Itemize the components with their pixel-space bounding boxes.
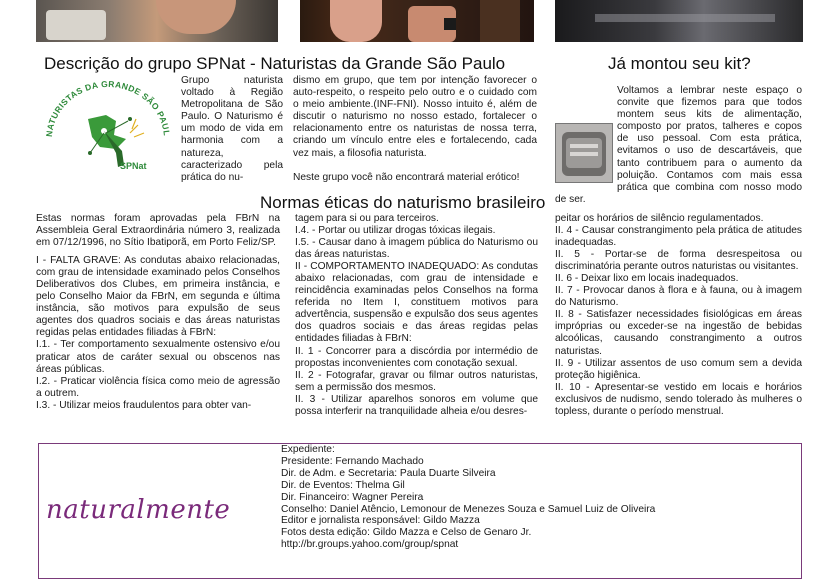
group-link[interactable]: http://br.groups.yahoo.com/group/spnat: [281, 539, 459, 551]
expediente-line: Dir. de Adm. e Secretaria: Paula Duarte Silveira: [281, 467, 496, 479]
spnat-logo-graphic: [38, 77, 178, 177]
expediente-line: Presidente: Fernando Machado: [281, 455, 424, 467]
normas-col2-p6: II. 2 - Fotografar, gravar ou filmar outros naturistas, sem a permissão dos mesmos.: [295, 369, 538, 393]
spnat-col2-text-a: dismo em grupo, que tem por intenção favorecer o auto-respeito, o respeito pelo outro e o cuidado com o meio ambiente.(INF-FNI). Nosso intuito é, além de discutir o naturismo no nosso estado, fortalecer o relacionamento entre os naturistas de nossa terra, criando um vínculo entre eles e fortalecendo, cada vez mais, a filosofia naturista.: [293, 75, 537, 159]
photo-right: [555, 0, 803, 42]
expediente-line: Conselho: Daniel Atêncio, Lemonour de Menezes Souza e Samuel Luiz de Oliveira: [281, 503, 656, 515]
naturalmente-logo: naturalmente: [46, 495, 231, 525]
normas-col2-p3: I.5. - Causar dano à imagem pública do Naturismo ou das áreas naturistas.: [295, 237, 538, 261]
normas-col3-p3: II. 5 - Portar-se de forma desrespeitosa ou discriminatória perante outros naturistas ou visitantes.: [555, 249, 802, 273]
spnat-col1-text: Grupo naturista voltado à Região Metropolitana de São Paulo. O Naturismo é um modo de vida em harmonia com a natureza, caracterizado pela prática do nu-: [181, 75, 283, 183]
expediente-line: Fotos desta edição: Gildo Mazza e Celso de Genaro Jr.: [281, 527, 532, 539]
normas-heading: Normas éticas do naturismo brasileiro: [260, 193, 546, 212]
kit-heading: Já montou seu kit?: [608, 54, 751, 73]
normas-col1-p2: I - FALTA GRAVE: As condutas abaixo relacionadas, com grau de intensidade examinado pelos Conselhos Deliberativos dos Clubes, em primeira instância, e pelo Conselho Maior da FBrN, em segunda e última instância, são motivos para expulsão de seus agentes dos quadros sociais e das áreas naturistas regidas pelas entidades filiadas à FBrN:: [36, 255, 280, 339]
normas-col2-p7: II. 3 - Utilizar aparelhos sonoros em volume que possa interferir na tranquilidade alheia e/ou desres-: [295, 393, 538, 417]
normas-col3-p5: II. 7 - Provocar danos à flora e à fauna, ou à imagem do Naturismo.: [555, 285, 802, 309]
spnat-col2: [293, 75, 537, 184]
normas-col1-p4: I.2. - Praticar violência física como meio de agressão a outrem.: [36, 375, 280, 399]
normas-col3-p6: II. 8 - Satisfazer necessidades fisiológicas em áreas impróprias ou exceder-se na ingestão de bebidas alcoólicas, causando constrangimento a outros naturistas.: [555, 309, 802, 357]
normas-col3-p1: peitar os horários de silêncio regulamentados.: [555, 213, 764, 224]
expediente-text: [281, 444, 655, 551]
kit-photo-wrap-spacer: [555, 122, 615, 184]
normas-col1: [36, 213, 280, 412]
expediente-line: Expediente:: [281, 444, 335, 455]
spnat-logo-name: SPNat: [120, 161, 147, 171]
normas-col3: [555, 213, 802, 418]
spnat-logo: [38, 77, 178, 177]
normas-col2-p5: II. 1 - Concorrer para a discórdia por intermédio de propostas inconvenientes com conotação sexual.: [295, 345, 538, 369]
normas-col3-p4: II. 6 - Deixar lixo em locais inadequados.: [555, 273, 739, 285]
normas-col3-p8: II. 10 - Apresentar-se vestido em locais e horários exclusivos de nudismo, sendo tolerado às mulheres o topless, durante o período menstrual.: [555, 381, 802, 417]
normas-col1-p1: Estas normas foram aprovadas pela FBrN na Assembleia Geral Extraordinária número 3, realizada em 07/12/1996, no Sítio Ibatiporã, em Porto Feliz/SP.: [36, 213, 280, 249]
normas-col2-p1: tagem para si ou para terceiros.: [295, 213, 439, 224]
normas-col2-p2: I.4. - Portar ou utilizar drogas tóxicas ilegais.: [295, 225, 496, 237]
normas-col1-p3: I.1. - Ter comportamento sexualmente ostensivo e/ou praticar atos de caráter sexual ou obscenos nas áreas públicas.: [36, 339, 280, 375]
photo-left: [36, 0, 278, 42]
normas-col3-p7: II. 9 - Utilizar assentos de uso comum sem a devida proteção higiênica.: [555, 357, 802, 381]
expediente-line: Dir. Financeiro: Wagner Pereira: [281, 491, 424, 503]
spnat-logo-arc-text: NATURISTAS DA GRANDE SÃO PAUL: [43, 78, 172, 138]
normas-col2: [295, 213, 538, 418]
normas-col2-p4: II - COMPORTAMENTO INADEQUADO: As condutas abaixo relacionadas, com grau de intensidade e reincidência examinadas pelos Conselhos na forma referida no Item I, constituem motivos para advertência, suspensão e expulsão dos seus agentes dos quadros sociais e das áreas regidas pelas entidades filiadas à FBrN:: [295, 261, 538, 345]
expediente-line: Editor e jornalista responsável: Gildo Mazza: [281, 515, 480, 527]
spnat-col1: [181, 75, 283, 184]
normas-col3-p2: II. 4 - Causar constrangimento pela prática de atitudes inadequadas.: [555, 225, 802, 249]
spnat-col2-text-b: Neste grupo você não encontrará material erótico!: [293, 171, 520, 183]
expediente-line: Dir. de Eventos: Thelma Gil: [281, 479, 405, 491]
photo-center: [300, 0, 534, 42]
normas-col1-p5: I.3. - Utilizar meios fraudulentos para obter van-: [36, 399, 252, 411]
spnat-heading: Descrição do grupo SPNat - Naturistas da Grande São Paulo: [44, 54, 506, 73]
kit-text-a: Voltamos a lembrar neste espaço o convite que fizemos para que todos montem seus kits de alimentação, composto por pratos, talheres e copos de uso pessoal. Com esta prática, evitamos o uso de descartáveis, que tanto contribuem para o aumento da poluição. Contamos com mais essa prática que combina com nosso modo de ser.: [555, 85, 802, 205]
